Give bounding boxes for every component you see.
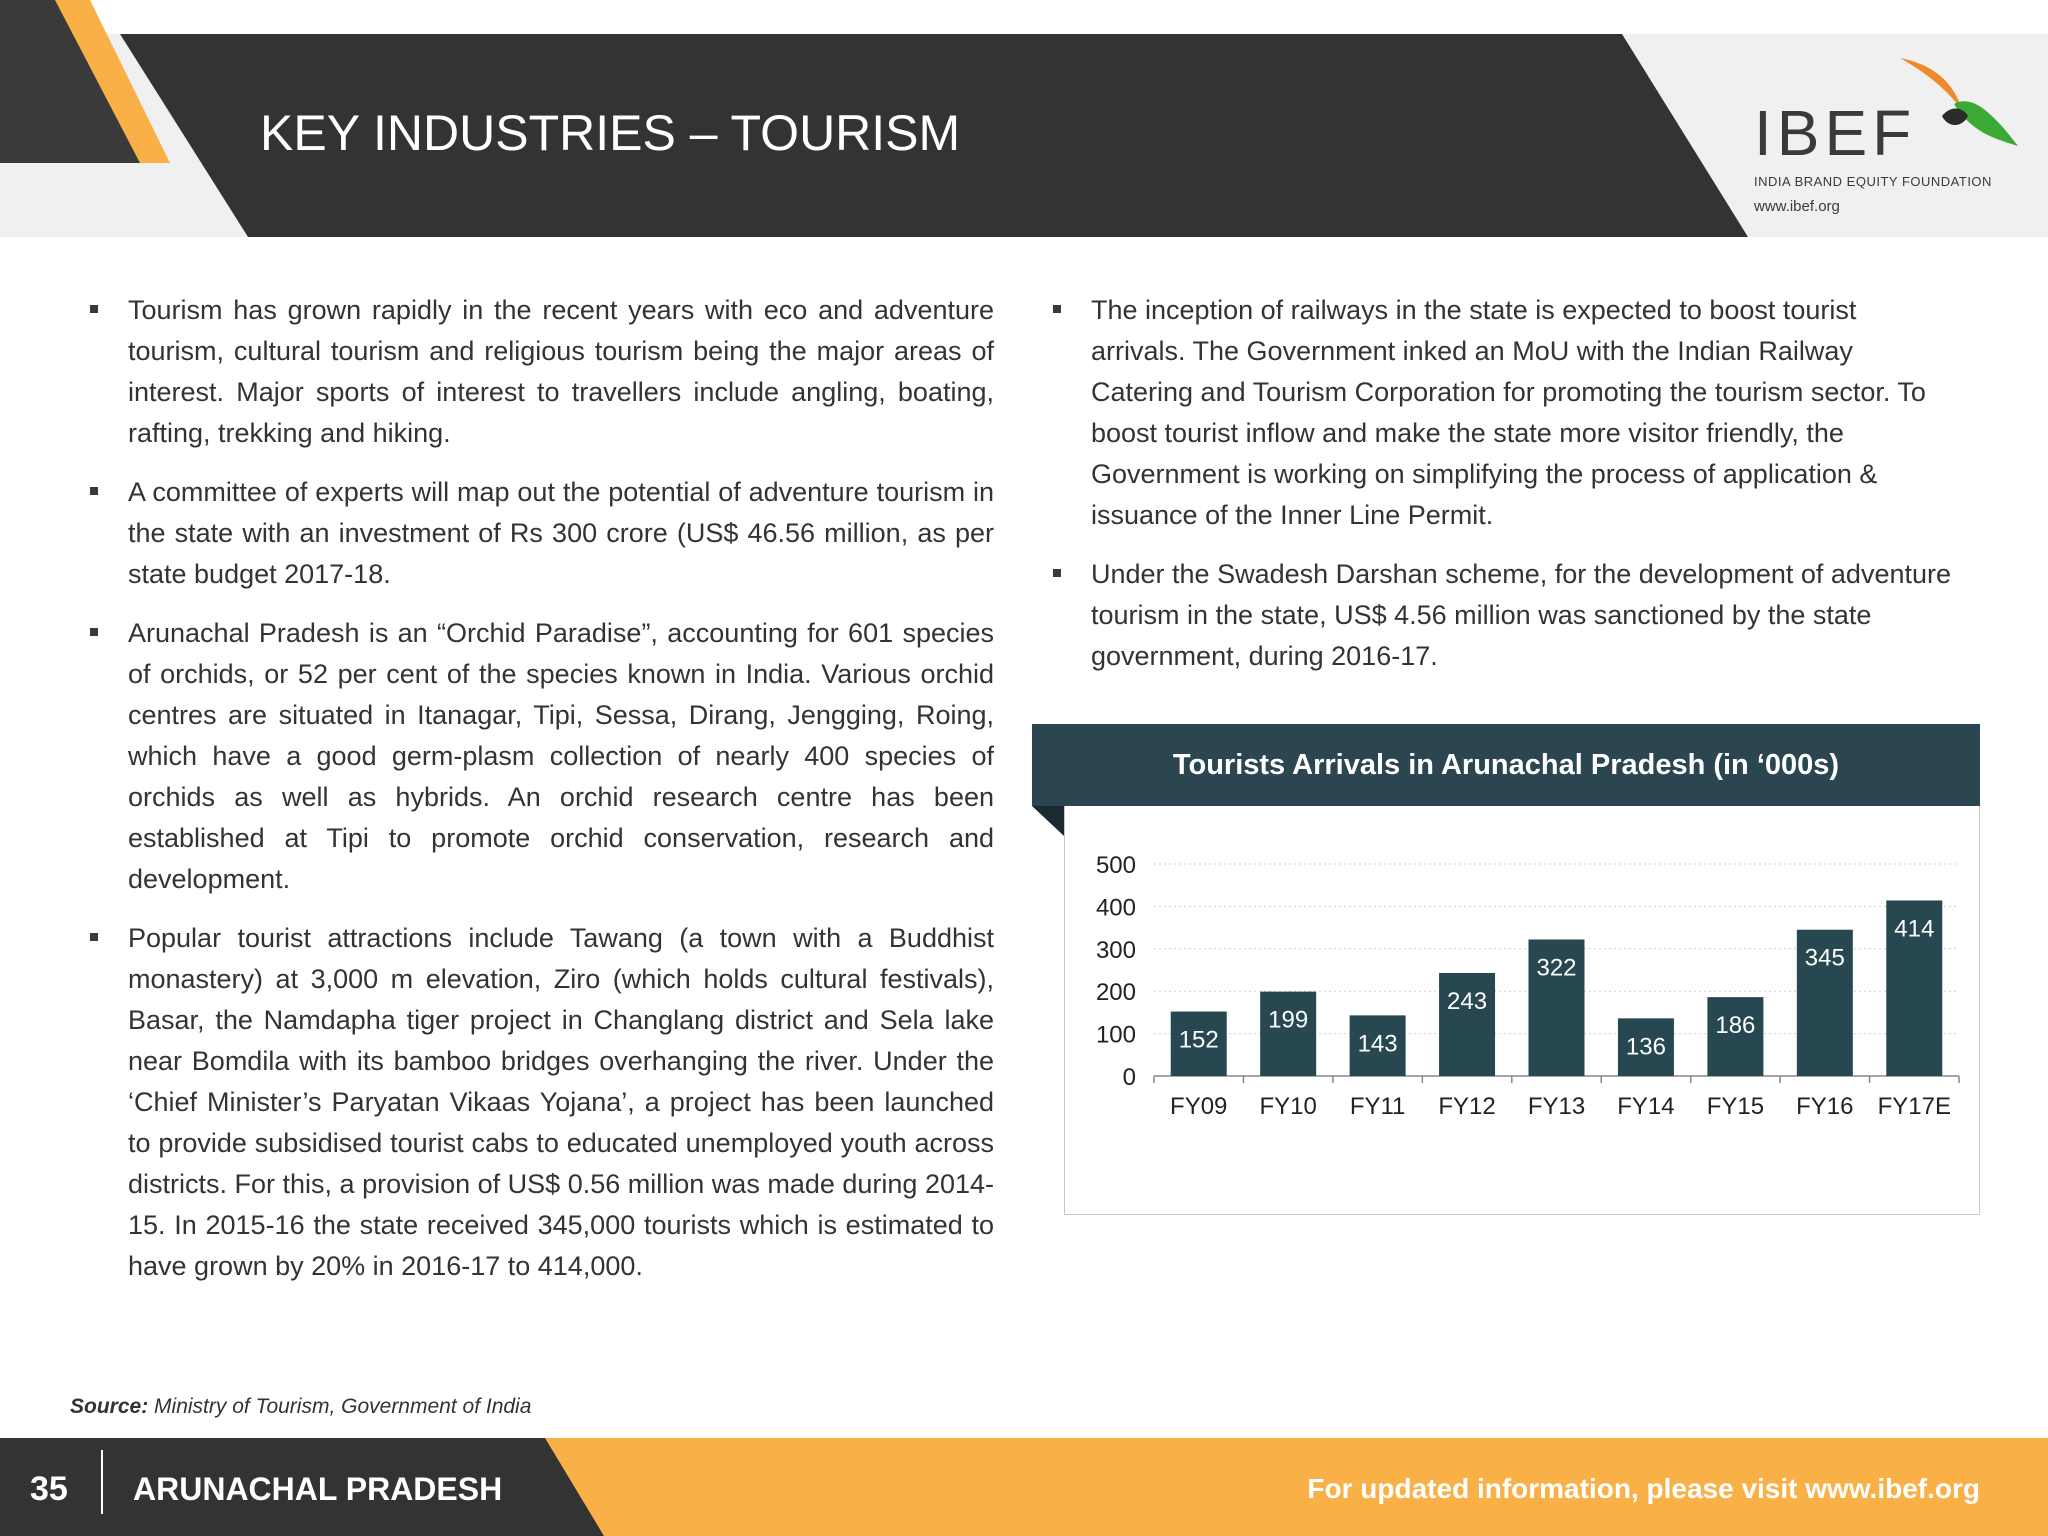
data-label: 186 [1715,1012,1756,1040]
bullet-text: Arunachal Pradesh is an “Orchid Paradise”, accounting for 601 species of orchids, or 52 per cent of the species known in India. Various orchid centres are situated in Itanagar, Tipi, Sessa, Dirang, Jengging, Roing, which have a good germ-plasm collection of nearly 400 species of orchids as well as hybrids. An orchid research centre has been established at Tipi to promote orchid conservation, research and development. [128,618,994,894]
bullet-square-icon [1053,305,1061,313]
source-label: Source: [70,1395,149,1418]
bullet-square-icon [1053,569,1061,577]
bullet-item [90,472,994,595]
source-note [70,1395,531,1419]
x-tick-label: FY15 [1706,1093,1765,1120]
bullet-text: Under the Swadesh Darshan scheme, for the development of adventure tourism in the state, US$ 4.56 million was sanctioned by the state government, during 2016-17. [1091,559,1952,671]
page-title: KEY INDUSTRIES – TOURISM [260,105,961,161]
y-tick-label: 400 [1095,894,1136,922]
data-label: 322 [1536,954,1577,982]
bar-fy10 [1260,992,1316,1076]
bullet-square-icon [90,487,98,495]
data-label: 199 [1268,1006,1309,1034]
y-tick-label: 0 [1122,1064,1136,1091]
y-tick-label: 300 [1095,936,1136,964]
bullet-text: Tourism has grown rapidly in the recent years with eco and adventure tourism, cultural tourism and religious tourism being the major areas of interest. Major sports of interest to travellers include angling, boating, rafting, trekking and hiking. [128,295,994,448]
x-tick-label: FY11 [1349,1093,1406,1120]
chart-title-fold [1032,806,1064,836]
x-tick-label: FY10 [1259,1093,1317,1120]
x-tick-label: FY17E [1877,1093,1951,1120]
y-tick-label: 200 [1095,979,1136,1007]
chart-title: Tourists Arrivals in Arunachal Pradesh (in ‘000s) [1032,724,1980,806]
bullet-item [90,290,994,454]
data-label: 243 [1447,987,1488,1015]
data-label: 345 [1804,944,1845,972]
y-tick-label: 500 [1095,852,1136,879]
bullet-text: Popular tourist attractions include Tawang (a town with a Buddhist monastery) at 3,000 m elevation, Ziro (which holds cultural festivals), Basar, the Namdapha tiger project in Changlang district and Sela lake near Bomdila with its bamboo bridges overhanging the river. Under the ‘Chief Minister’s Paryatan Vikaas Yojana’, a project has been launched to provide subsidised tourist cabs to educated unemployed youth across districts. For this, a provision of US$ 0.56 million was made during 2014-15. In 2015-16 the state received 345,000 tourists which is estimated to have grown by 20% in 2016-17 to 414,000. [128,923,994,1281]
bullet-item [90,918,994,1287]
x-tick-label: FY14 [1617,1093,1675,1120]
bar-chart-plot [1064,806,1978,1214]
page-number: 35 [30,1470,68,1508]
bullet-item [1053,290,1953,536]
tourist-arrivals-chart [1032,724,1980,1216]
state-name: ARUNACHAL PRADESH [133,1471,503,1507]
footer-website-link[interactable]: For updated information, please visit www.ibef.org [1307,1473,1980,1504]
bullet-item [1053,554,1953,677]
ibef-logo-url[interactable]: www.ibef.org [1754,198,1840,215]
source-text: Ministry of Tourism, Government of India [154,1395,532,1418]
right-column [1053,290,1953,695]
bullet-square-icon [90,933,98,941]
bullet-text: A committee of experts will map out the potential of adventure tourism in the state with an investment of Rs 300 crore (US$ 46.56 million, as per state budget 2017-18. [128,477,994,589]
data-label: 414 [1894,915,1935,943]
y-tick-label: 100 [1095,1021,1136,1049]
data-label: 143 [1357,1030,1398,1058]
left-column [90,290,994,1305]
x-tick-label: FY09 [1170,1093,1228,1120]
x-tick-label: FY13 [1527,1093,1586,1120]
x-tick-label: FY12 [1438,1093,1496,1120]
bullet-square-icon [90,305,98,313]
bullet-text: The inception of railways in the state is expected to boost tourist arrivals. The Government inked an MoU with the Indian Railway Catering and Tourism Corporation for promoting the tourism sector. To boost tourist inflow and make the state more visitor friendly, the Government is working on simplifying the process of application & issuance of the Inner Line Permit. [1091,295,1926,530]
ibef-logo-subtitle: INDIA BRAND EQUITY FOUNDATION [1754,174,1992,189]
data-label: 152 [1178,1026,1219,1054]
ibef-logo-text: IBEF [1754,97,1917,169]
data-label: 136 [1625,1033,1666,1061]
bullet-item [90,613,994,900]
bullet-square-icon [90,628,98,636]
x-tick-label: FY16 [1796,1093,1854,1120]
